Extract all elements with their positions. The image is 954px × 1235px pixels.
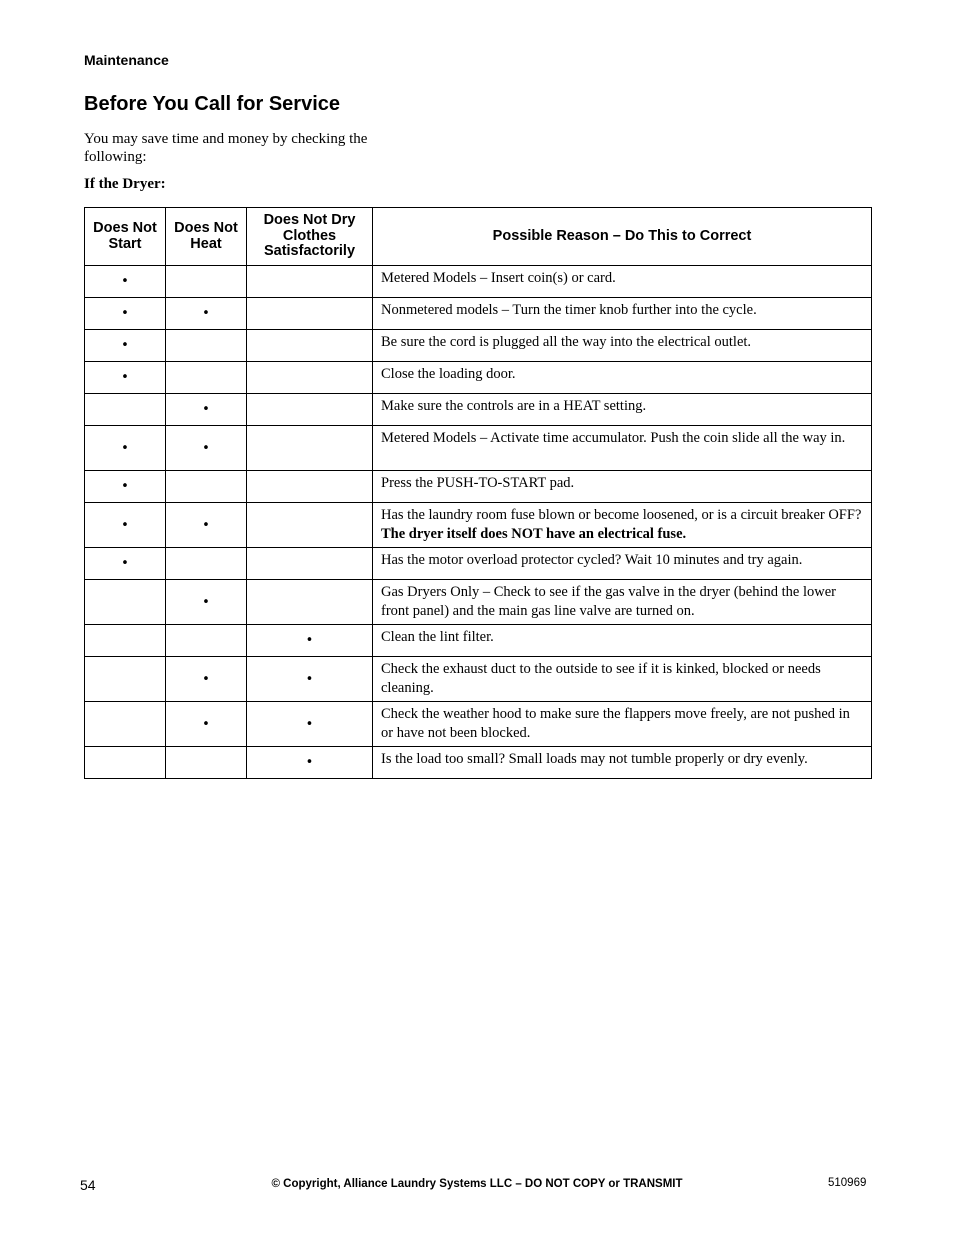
mark-cell bbox=[85, 394, 166, 426]
table-row bbox=[85, 503, 872, 548]
reason-cell bbox=[373, 330, 872, 362]
reason-text: Metered Models – Insert coin(s) or card. bbox=[381, 270, 616, 286]
mark-cell: • bbox=[166, 426, 247, 471]
page-number: 54 bbox=[80, 1177, 96, 1193]
mark-cell: • bbox=[247, 702, 373, 747]
reason-cell bbox=[373, 426, 872, 471]
reason-cell bbox=[373, 657, 872, 702]
table-row bbox=[85, 747, 872, 779]
reason-text: Press the PUSH-TO-START pad. bbox=[381, 475, 575, 491]
table-row bbox=[85, 471, 872, 503]
mark-cell bbox=[85, 747, 166, 779]
table-subhead: If the Dryer: bbox=[84, 176, 166, 192]
table-row bbox=[85, 362, 872, 394]
copyright-notice: © Copyright, Alliance Laundry Systems LLC – DO NOT COPY or TRANSMIT bbox=[271, 1178, 683, 1190]
reason-text: Check the weather hood to make sure the flappers move freely, are not pushed in or have not been blocked. bbox=[381, 706, 850, 741]
table-row bbox=[85, 548, 872, 580]
reason-cell bbox=[373, 702, 872, 747]
reason-cell bbox=[373, 266, 872, 298]
table-row bbox=[85, 702, 872, 747]
mark-cell bbox=[85, 580, 166, 625]
mark-cell bbox=[247, 426, 373, 471]
reason-cell bbox=[373, 394, 872, 426]
reason-cell bbox=[373, 625, 872, 657]
mark-cell: • bbox=[85, 298, 166, 330]
mark-cell bbox=[247, 471, 373, 503]
header-does-not-start: Does Not Start bbox=[85, 208, 166, 266]
mark-cell bbox=[166, 747, 247, 779]
mark-cell: • bbox=[85, 330, 166, 362]
table-row bbox=[85, 625, 872, 657]
mark-cell bbox=[247, 362, 373, 394]
header-possible-reason: Possible Reason – Do This to Correct bbox=[373, 208, 872, 266]
reason-cell bbox=[373, 548, 872, 580]
mark-cell: • bbox=[166, 657, 247, 702]
reason-text: Make sure the controls are in a HEAT setting. bbox=[381, 398, 647, 414]
mark-cell: • bbox=[85, 548, 166, 580]
mark-cell: • bbox=[166, 298, 247, 330]
reason-cell bbox=[373, 362, 872, 394]
mark-cell bbox=[85, 702, 166, 747]
document-number: 510969 bbox=[828, 1177, 867, 1189]
mark-cell bbox=[166, 330, 247, 362]
mark-cell bbox=[247, 580, 373, 625]
mark-cell bbox=[85, 657, 166, 702]
table-row bbox=[85, 426, 872, 471]
reason-text: Has the motor overload protector cycled? Wait 10 minutes and try again. bbox=[381, 552, 803, 568]
reason-cell bbox=[373, 503, 872, 548]
mark-cell: • bbox=[166, 580, 247, 625]
section-label: Maintenance bbox=[84, 52, 169, 68]
mark-cell: • bbox=[166, 503, 247, 548]
mark-cell: • bbox=[247, 747, 373, 779]
reason-text: Clean the lint filter. bbox=[381, 629, 494, 645]
reason-text: Nonmetered models – Turn the timer knob further into the cycle. bbox=[381, 302, 757, 318]
mark-cell bbox=[247, 548, 373, 580]
header-does-not-dry: Does Not Dry Clothes Satisfactorily bbox=[247, 208, 373, 266]
troubleshooting-table bbox=[84, 207, 872, 779]
mark-cell: • bbox=[247, 625, 373, 657]
mark-cell bbox=[247, 298, 373, 330]
mark-cell: • bbox=[166, 394, 247, 426]
mark-cell: • bbox=[85, 266, 166, 298]
mark-cell: • bbox=[166, 702, 247, 747]
mark-cell bbox=[247, 330, 373, 362]
mark-cell bbox=[247, 266, 373, 298]
mark-cell: • bbox=[247, 657, 373, 702]
table-row bbox=[85, 330, 872, 362]
reason-cell bbox=[373, 298, 872, 330]
reason-cell bbox=[373, 471, 872, 503]
reason-text: Is the load too small? Small loads may not tumble properly or dry evenly. bbox=[381, 751, 808, 767]
reason-text: Close the loading door. bbox=[381, 366, 516, 382]
mark-cell bbox=[166, 625, 247, 657]
mark-cell bbox=[166, 362, 247, 394]
reason-text: Check the exhaust duct to the outside to see if it is kinked, blocked or needs cleaning. bbox=[381, 661, 821, 696]
reason-note: The dryer itself does NOT have an electrical fuse. bbox=[381, 525, 687, 542]
mark-cell bbox=[166, 471, 247, 503]
mark-cell bbox=[166, 548, 247, 580]
header-does-not-heat: Does Not Heat bbox=[166, 208, 247, 266]
table-row bbox=[85, 266, 872, 298]
mark-cell bbox=[85, 625, 166, 657]
page-title: Before You Call for Service bbox=[84, 93, 341, 115]
mark-cell: • bbox=[85, 362, 166, 394]
mark-cell bbox=[166, 266, 247, 298]
reason-text: Be sure the cord is plugged all the way into the electrical outlet. bbox=[381, 334, 752, 350]
mark-cell: • bbox=[85, 426, 166, 471]
mark-cell bbox=[247, 394, 373, 426]
table-row bbox=[85, 580, 872, 625]
table-header-row bbox=[85, 208, 872, 266]
table-row bbox=[85, 298, 872, 330]
mark-cell: • bbox=[85, 503, 166, 548]
intro-text: You may save time and money by checking the following: bbox=[84, 131, 368, 165]
table-row bbox=[85, 657, 872, 702]
table-row bbox=[85, 394, 872, 426]
reason-cell bbox=[373, 747, 872, 779]
mark-cell bbox=[247, 503, 373, 548]
reason-text: Metered Models – Activate time accumulator. Push the coin slide all the way in. bbox=[381, 430, 846, 446]
reason-cell bbox=[373, 580, 872, 625]
reason-text: Gas Dryers Only – Check to see if the gas valve in the dryer (behind the lower front panel) and the main gas line valve are turned on. bbox=[381, 584, 837, 619]
reason-text: Has the laundry room fuse blown or become loosened, or is a circuit breaker OFF? bbox=[381, 507, 862, 523]
mark-cell: • bbox=[85, 471, 166, 503]
